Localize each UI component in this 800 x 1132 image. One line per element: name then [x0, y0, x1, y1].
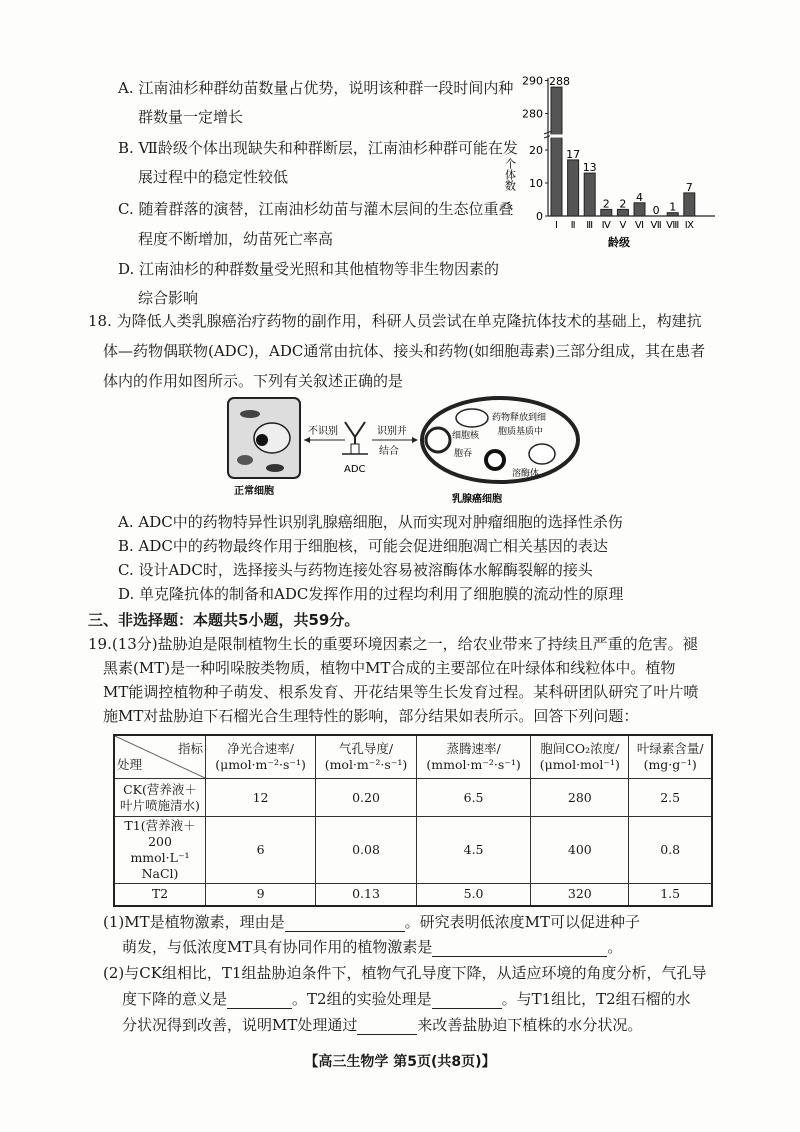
answer-blank[interactable] — [432, 942, 607, 957]
q17-option-d-cont: 综合影响 — [138, 289, 199, 307]
q19-part1-line1: (1)MT是植物激素，理由是 。研究表明低浓度MT可以促进种子 — [103, 913, 640, 931]
cell: 0.8 — [629, 817, 712, 884]
y-tick-label: 0 — [536, 210, 543, 223]
x-tick-label: Ⅷ — [666, 220, 680, 231]
recognize-label-1: 识别并 — [377, 426, 407, 437]
x-tick-label: Ⅸ — [684, 220, 694, 231]
lysosome-label: 溶酶体 — [512, 469, 540, 479]
release-label-1: 药物释放到细 — [492, 413, 547, 423]
cell: 280 — [531, 779, 629, 817]
q17-option-d: D. 江南油杉的种群数量受光照和其他植物等非生物因素的 — [118, 260, 500, 278]
col-header: 叶绿素含量/ (mg·g⁻¹) — [629, 735, 712, 779]
x-tick-label: Ⅶ — [650, 220, 662, 231]
cell: 1.5 — [629, 884, 712, 906]
cancer-cell-label: 乳腺癌细胞 — [452, 494, 502, 505]
adc-diagram — [220, 394, 580, 508]
q19-part2-line3: 分状况得到改善，说明MT处理通过 来改善盐胁迫下植株的水分状况。 — [122, 1016, 643, 1034]
q17-option-b-cont: 展过程中的稳定性较低 — [138, 168, 289, 186]
cell: 320 — [531, 884, 629, 906]
x-tick-label: Ⅲ — [586, 220, 594, 231]
y-tick-label: 10 — [529, 177, 543, 190]
nucleus-label: 细胞核 — [452, 431, 480, 441]
col-header: 气孔导度/ (mol·m⁻²·s⁻¹) — [316, 735, 417, 779]
x-tick-label: Ⅴ — [619, 220, 627, 231]
q19-stem-3: MT能调控植物种子萌发、根系发育、开花结果等生长发育过程。某科研团队研究了叶片喷 — [103, 683, 699, 701]
q19-part2-line1: (2)与CK组相比，T1组盐胁迫条件下，植物气孔导度下降，从适应环境的角度分析，气孔导 — [103, 964, 707, 982]
q17-option-a-cont: 群数量一定增长 — [138, 108, 244, 126]
q18-stem-3: 体内的作用如图所示。下列有关叙述正确的是 — [103, 372, 404, 390]
row-name: T2 — [114, 884, 206, 906]
col-header: 蒸腾速率/ (mmol·m⁻²·s⁻¹) — [416, 735, 530, 779]
release-label-2: 胞质基质中 — [498, 427, 544, 437]
col-header: 净光合速率/ (μmol·m⁻²·s⁻¹) — [206, 735, 316, 779]
q19-stem-4: 施MT对盐胁迫下石榴光合生理特性的影响，部分结果如表所示。回答下列问题： — [103, 707, 639, 725]
answer-blank[interactable] — [227, 994, 292, 1009]
adc-label: ADC — [344, 464, 366, 475]
cell: 2.5 — [629, 779, 712, 817]
y-axis-label: 个体数 — [503, 158, 517, 191]
q18-option-c: C. 设计ADC时，选择接头与药物连接处容易被溶酶体水解酶裂解的接头 — [118, 561, 593, 579]
cell: 0.13 — [316, 884, 417, 906]
row-name: T1(营养液＋ 200 mmol·L⁻¹ NaCl) — [114, 817, 206, 884]
not-recognize-label: 不识别 — [308, 426, 338, 437]
bar-value-label: 13 — [582, 161, 597, 175]
q17-option-b: B. Ⅶ龄级个体出现缺失和种群断层，江南油杉种群可能在发 — [118, 139, 518, 157]
age-class-bar-chart — [500, 70, 720, 255]
bar-value-label: 288 — [549, 75, 570, 89]
bar-value-label: 2 — [602, 197, 610, 211]
section-3-heading: 三、非选择题：本题共5小题，共59分。 — [88, 611, 360, 629]
x-tick-label: Ⅱ — [570, 220, 576, 231]
normal-cell-label: 正常细胞 — [234, 486, 274, 497]
cancer-cell-illustration — [422, 398, 578, 482]
answer-blank[interactable] — [285, 917, 405, 932]
bar — [634, 203, 645, 216]
q17-option-c: C. 随着群落的演替，江南油杉幼苗与灌木层间的生态位重叠 — [118, 200, 514, 218]
x-tick-label: Ⅰ — [555, 220, 558, 231]
q18-option-a: A. ADC中的药物特异性识别乳腺癌细胞，从而实现对肿瘤细胞的选择性杀伤 — [118, 513, 623, 531]
bar-value-label: 17 — [566, 147, 581, 161]
y-tick-label: 20 — [529, 144, 543, 157]
cell: 12 — [206, 779, 316, 817]
q19-stem-1: 19.(13分)盐胁迫是限制植物生长的重要环境因素之一，给农业带来了持续且严重的危害。褪 — [88, 635, 698, 653]
q17-option-a: A. 江南油杉种群幼苗数量占优势，说明该种群一段时间内种 — [118, 79, 514, 97]
answer-blank[interactable] — [357, 1020, 417, 1035]
q19-part2-line2: 度下降的意义是 。T2组的实验处理是 。与T1组比，T2组石榴的水 — [122, 990, 691, 1008]
cell: 6 — [206, 817, 316, 884]
q18-stem-1: 18. 为降低人类乳腺癌治疗药物的副作用，科研人员尝试在单克隆抗体技术的基础上，构建抗 — [88, 312, 702, 330]
y-tick-label: 290 — [522, 74, 543, 88]
cell: 4.5 — [416, 817, 530, 884]
cell: 6.5 — [416, 779, 530, 817]
table-corner-cell — [114, 735, 206, 779]
col-header: 胞间CO₂浓度/ (μmol·mol⁻¹) — [531, 735, 629, 779]
endocytosis-label: 胞吞 — [454, 449, 473, 459]
bar — [551, 87, 562, 216]
cell: 400 — [531, 817, 629, 884]
bar-value-label: 0 — [652, 204, 660, 217]
page-footer: 【高三生物学 第5页(共8页)】 — [304, 1054, 496, 1070]
adc-antibody-icon — [342, 422, 368, 454]
bar-value-label: 1 — [669, 200, 677, 214]
q19-part1-line2: 萌发，与低浓度MT具有协同作用的植物激素是 。 — [122, 938, 623, 956]
q18-stem-2: 体—药物偶联物(ADC)，ADC通常由抗体、接头和药物(如细胞毒素)三部分组成，其在患者 — [103, 342, 706, 360]
bar — [568, 160, 579, 216]
answer-blank[interactable] — [432, 994, 502, 1009]
row-name: CK(营养液＋ 叶片喷施清水) — [114, 779, 206, 817]
normal-cell-illustration — [228, 398, 300, 478]
recognize-label-2: 结合 — [379, 446, 399, 457]
cell: 0.08 — [316, 817, 417, 884]
table-row-t1 — [114, 817, 712, 884]
corner-top-label: 指标 — [177, 741, 203, 756]
bar — [684, 193, 695, 216]
cell: 9 — [206, 884, 316, 906]
q17-option-c-cont: 程度不断增加，幼苗死亡率高 — [138, 230, 334, 248]
cell: 0.20 — [316, 779, 417, 817]
cell: 5.0 — [416, 884, 530, 906]
table-row-ck — [114, 779, 712, 817]
q18-option-b: B. ADC中的药物最终作用于细胞核，可能会促进细胞凋亡相关基因的表达 — [118, 537, 608, 555]
table-row-t2 — [114, 884, 712, 906]
q18-option-d: D. 单克隆抗体的制备和ADC发挥作用的过程均利用了细胞膜的流动性的原理 — [118, 585, 624, 603]
corner-bottom-label: 处理 — [117, 757, 143, 772]
y-tick-label: 280 — [522, 107, 543, 121]
x-tick-label: Ⅳ — [601, 220, 611, 231]
q19-stem-2: 黑素(MT)是一种吲哚胺类物质，植物中MT合成的主要部位在叶绿体和线粒体中。植物 — [103, 659, 676, 677]
x-tick-label: Ⅵ — [634, 220, 645, 231]
bar-value-label: 2 — [619, 197, 627, 211]
x-axis-label: 龄级 — [608, 236, 630, 249]
bar-value-label: 7 — [685, 180, 693, 194]
bar-value-label: 4 — [636, 190, 643, 204]
bar — [584, 173, 595, 216]
results-table — [113, 734, 713, 907]
